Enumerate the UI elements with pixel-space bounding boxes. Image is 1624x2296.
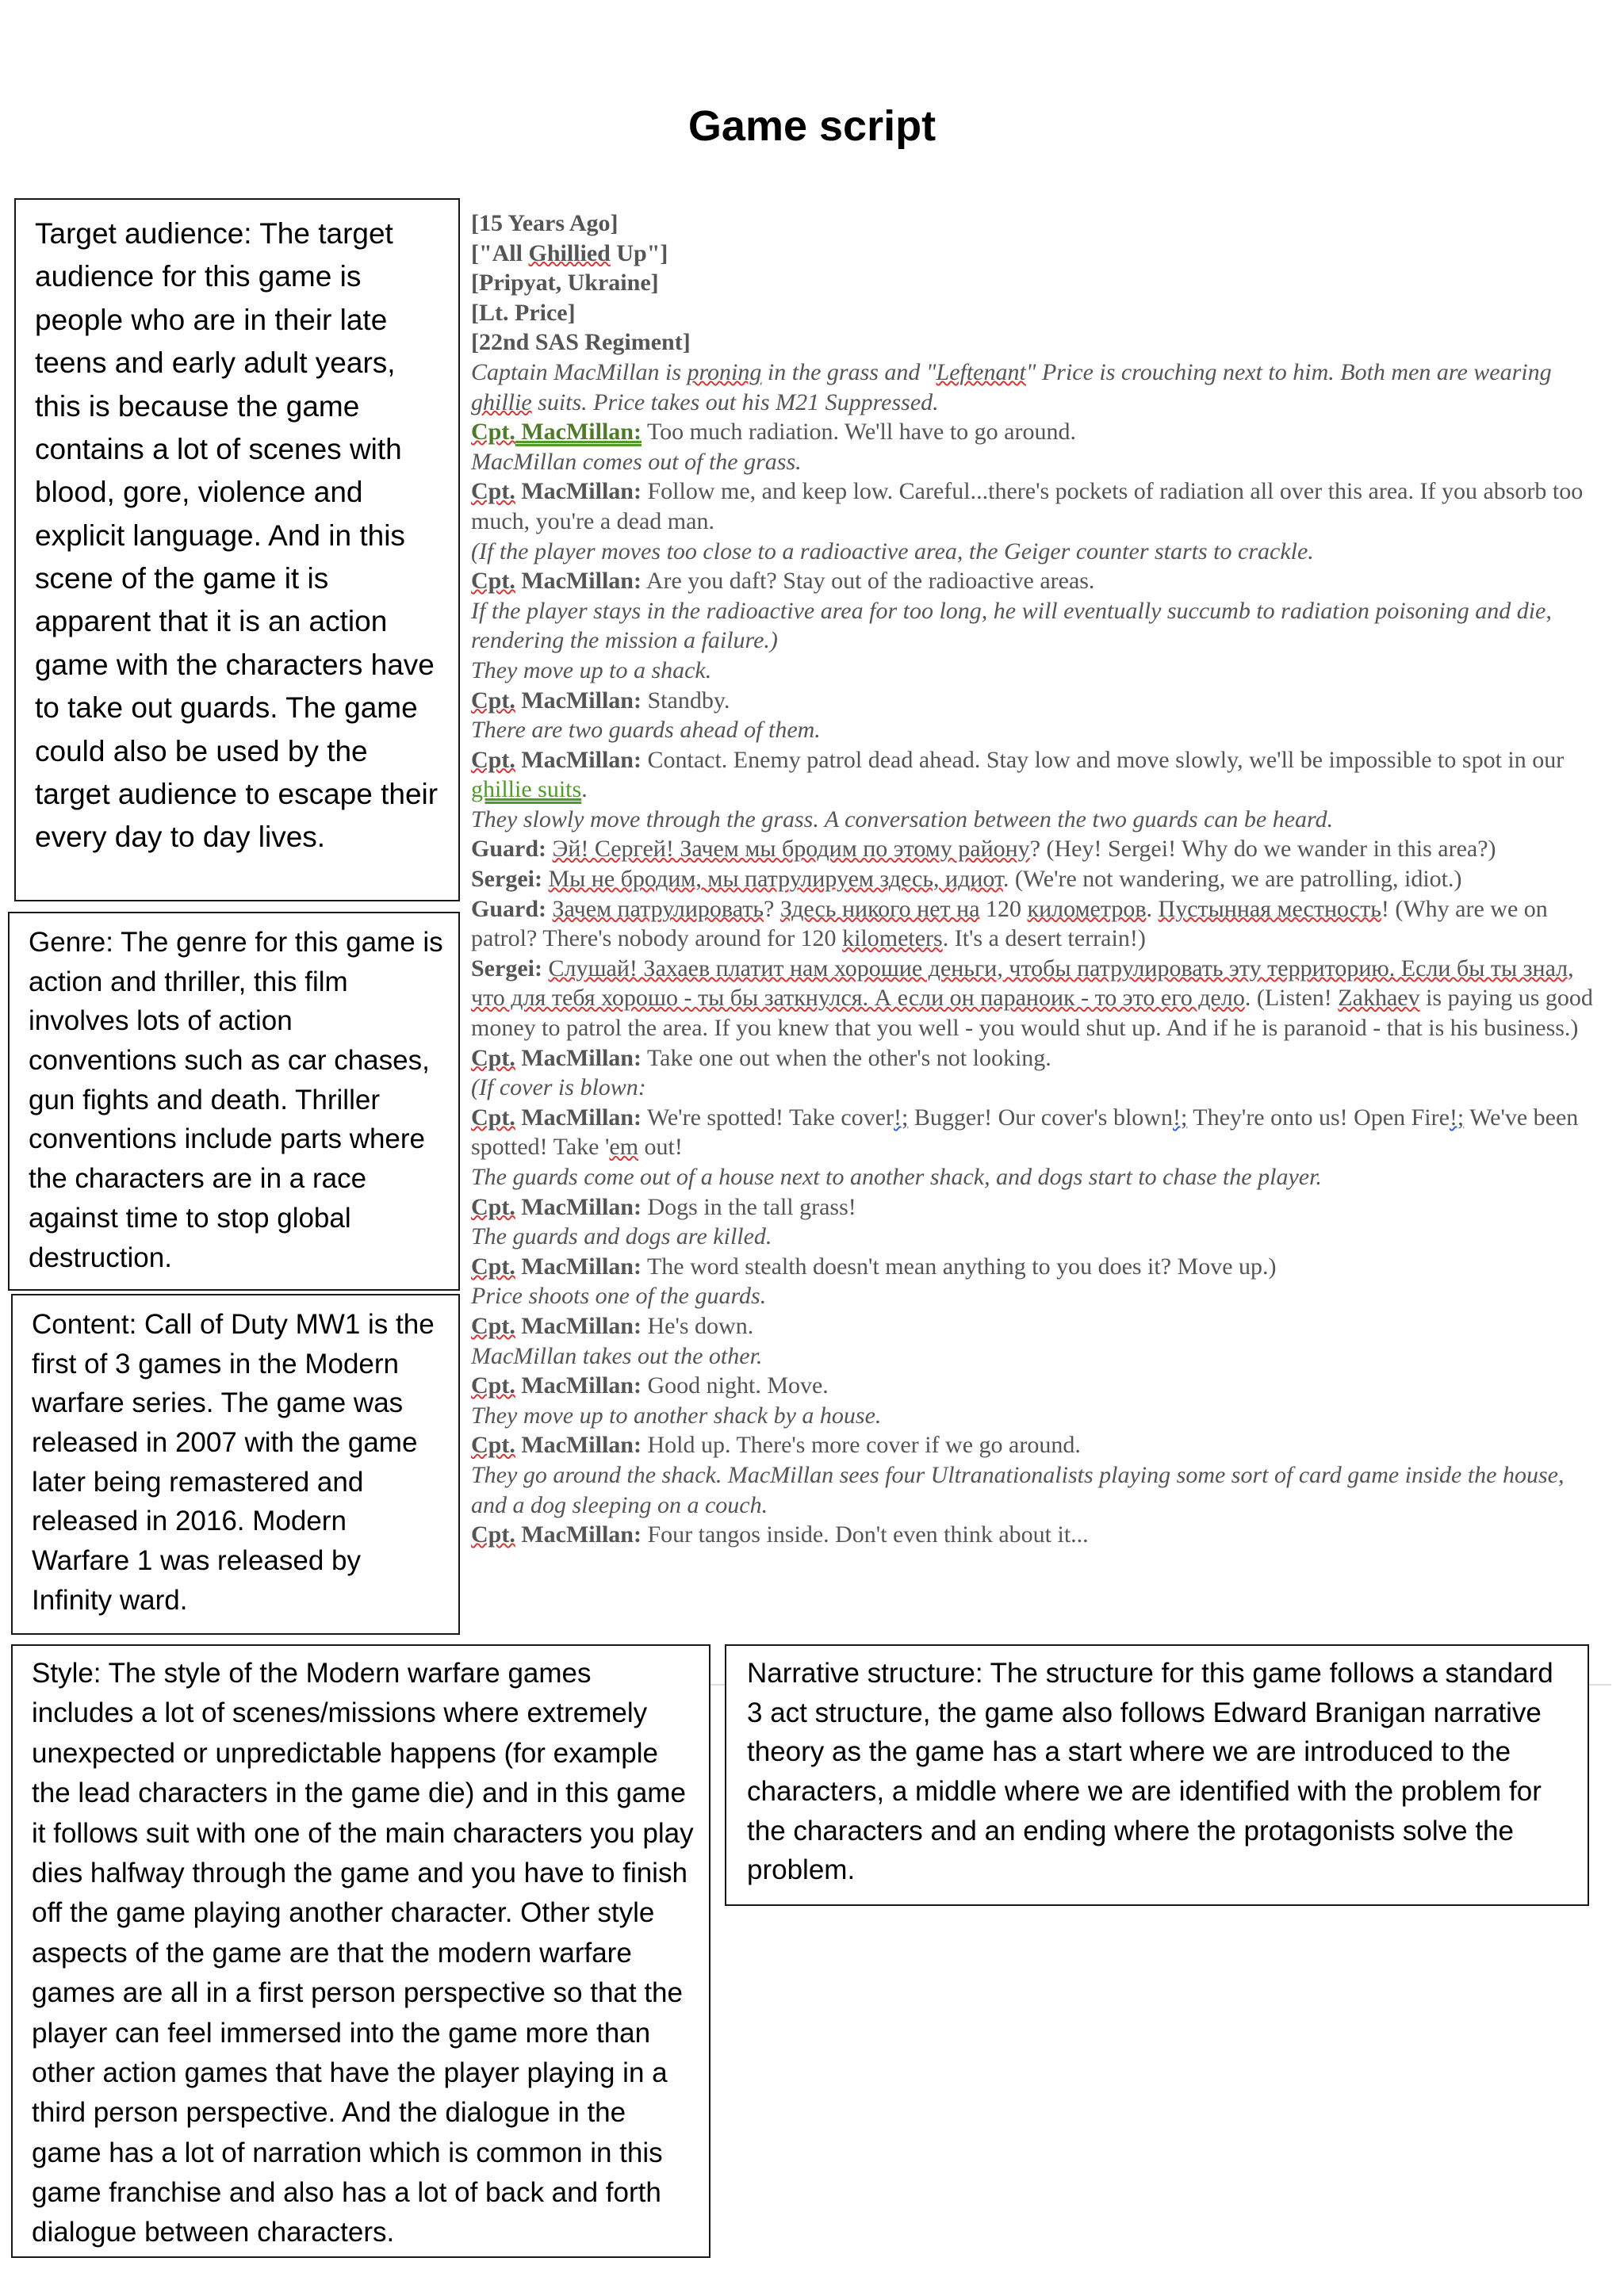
content-box xyxy=(11,1294,460,1635)
game-script-excerpt xyxy=(471,209,1597,1550)
script-heading: ["All Ghillied Up"] xyxy=(471,239,668,266)
narrative-structure-text: Narrative structure: The structure for this game follows a standard 3 act structure, the game also follows Edward Branigan narrative theory as the game has a start where we are introduced to the characters, a middle where we are identified with the problem for the characters and an ending where the protagonists solve the problem. xyxy=(747,1658,1553,1886)
script-heading: [15 Years Ago] xyxy=(471,210,619,236)
stage-direction: MacMillan comes out of the grass. xyxy=(471,448,802,475)
dialogue-line: Cpt. MacMillan: Four tangos inside. Don't even think about it... xyxy=(471,1521,1089,1548)
dialogue-line: Cpt. MacMillan: He's down. xyxy=(471,1312,754,1339)
dialogue-line: Cpt. MacMillan: We're spotted! Take cover!; Bugger! Our cover's blown!; They're onto us! Open Fire!; We've been spotted! Take 'em out! xyxy=(471,1104,1579,1161)
stage-direction: They move up to a shack. xyxy=(471,656,712,683)
dialogue-line: Cpt. MacMillan: Good night. Move. xyxy=(471,1372,829,1399)
dialogue-line: Cpt. MacMillan: Follow me, and keep low. Careful...there's pockets of radiation all over this area. If you absorb too much, you're a dead man. xyxy=(471,478,1584,534)
stage-direction: The guards and dogs are killed. xyxy=(471,1223,772,1250)
stage-direction: MacMillan takes out the other. xyxy=(471,1342,763,1369)
genre-text: Genre: The genre for this game is action and thriller, this film involves lots of action conventions such as car chases, gun fights and death. Thriller conventions include parts where the characters are in a race against time to stop global destruction. xyxy=(29,927,443,1273)
script-heading: [Lt. Price] xyxy=(471,299,576,326)
dialogue-line: Cpt. MacMillan: Are you daft? Stay out of the radioactive areas. xyxy=(471,568,1095,595)
stage-direction: The guards come out of a house next to another shack, and dogs start to chase the player. xyxy=(471,1164,1322,1190)
target-audience-text: Target audience: The target audience for this game is people who are in their late teens and early adult years, this is because the game contains a lot of scenes with blood, gore, violence and explicit language. And in this scene of the game it is apparent that it is an action game with the characters have to take out guards. The game could also be used by the target audience to escape their every day to day lives. xyxy=(35,217,439,854)
dialogue-line: Cpt. MacMillan: Dogs in the tall grass! xyxy=(471,1193,856,1220)
stage-direction: (If the player moves too close to a radioactive area, the Geiger counter starts to crackle. xyxy=(471,538,1314,564)
stage-direction: They go around the shack. MacMillan sees four Ultranationalists playing some sort of card game inside the house, and a dog sleeping on a couch. xyxy=(471,1461,1565,1518)
stage-direction: (If cover is blown: xyxy=(471,1074,646,1101)
stage-direction: They slowly move through the grass. A conversation between the two guards can be heard. xyxy=(471,806,1334,832)
stage-direction: Price shoots one of the guards. xyxy=(471,1283,767,1310)
stage-direction: Captain MacMillan is proning in the grass and "Leftenant" Price is crouching next to him. Both men are wearing ghillie suits. Price takes out his M21 Suppressed. xyxy=(471,358,1552,415)
page-title: Game script xyxy=(688,102,936,150)
stage-direction: If the player stays in the radioactive area for too long, he will eventually succumb to radiation poisoning and die, rendering the mission a failure.) xyxy=(471,597,1552,654)
target-audience-box xyxy=(14,198,460,901)
style-box xyxy=(11,1644,710,2258)
dialogue-line: Cpt. MacMillan: The word stealth doesn't mean anything to you does it? Move up.) xyxy=(471,1253,1277,1280)
script-heading: [22nd SAS Regiment] xyxy=(471,329,691,356)
dialogue-line: Cpt. MacMillan: Too much radiation. We'll have to go around. xyxy=(471,419,1076,446)
dialogue-line: Sergei: Слушай! Захаев платит нам хорошие деньги, чтобы патрулировать эту территорию. Если бы ты знал, что для тебя хорошо - ты бы заткнулся. А если он параноик - то это его дело. (Listen! Zakhaev is paying us good money to patrol the area. If you knew that you well - you would shut up. And if he is paranoid - that is his business.) xyxy=(471,955,1593,1042)
stage-direction: They move up to another shack by a house. xyxy=(471,1402,882,1429)
style-text: Style: The style of the Modern warfare games includes a lot of scenes/missions where extremely unexpected or unpredictable happens (for example the lead characters in the game die) and in this game it follows suit with one of the main characters you play dies halfway through the game and you have to finish off the game playing another character. Other style aspects of the game are that the modern warfare games are all in a first person perspective so that the player can feel immersed into the game more than other action games that have the player playing in a third person perspective. And the dialogue in the game has a lot of narration which is common in this game franchise and also has a lot of back and forth dialogue between characters. xyxy=(32,1658,694,2248)
dialogue-line: Cpt. MacMillan: Hold up. There's more cover if we go around. xyxy=(471,1432,1081,1459)
dialogue-line: Cpt. MacMillan: Take one out when the other's not looking. xyxy=(471,1044,1051,1071)
dialogue-line: Sergei: Мы не бродим, мы патрулируем здесь, идиот. (We're not wandering, we are patrolling, idiot.) xyxy=(471,866,1462,893)
dialogue-line: Cpt. MacMillan: Standby. xyxy=(471,687,730,714)
script-heading: [Pripyat, Ukraine] xyxy=(471,270,659,297)
content-text: Content: Call of Duty MW1 is the first of 3 games in the Modern warfare series. The game was released in 2007 with the game later being remastered and released in 2016. Modern Warfare 1 was released by Infinity ward. xyxy=(32,1309,435,1616)
stage-direction: There are two guards ahead of them. xyxy=(471,717,821,744)
dialogue-line: Guard: Зачем патрулировать? Здесь никого нет на 120 километров. Пустынная местность! (Why are we on patrol? There's nobody around for 120 kilometers. It's a desert terrain!) xyxy=(471,895,1548,952)
dialogue-line: Cpt. MacMillan: Contact. Enemy patrol dead ahead. Stay low and move slowly, we'll be impossible to spot in our ghillie suits. xyxy=(471,746,1565,803)
narrative-structure-box xyxy=(725,1644,1589,1906)
dialogue-line: Guard: Эй! Сергей! Зачем мы бродим по этому району? (Hey! Sergei! Why do we wander in this area?) xyxy=(471,836,1496,863)
genre-box xyxy=(8,912,460,1291)
